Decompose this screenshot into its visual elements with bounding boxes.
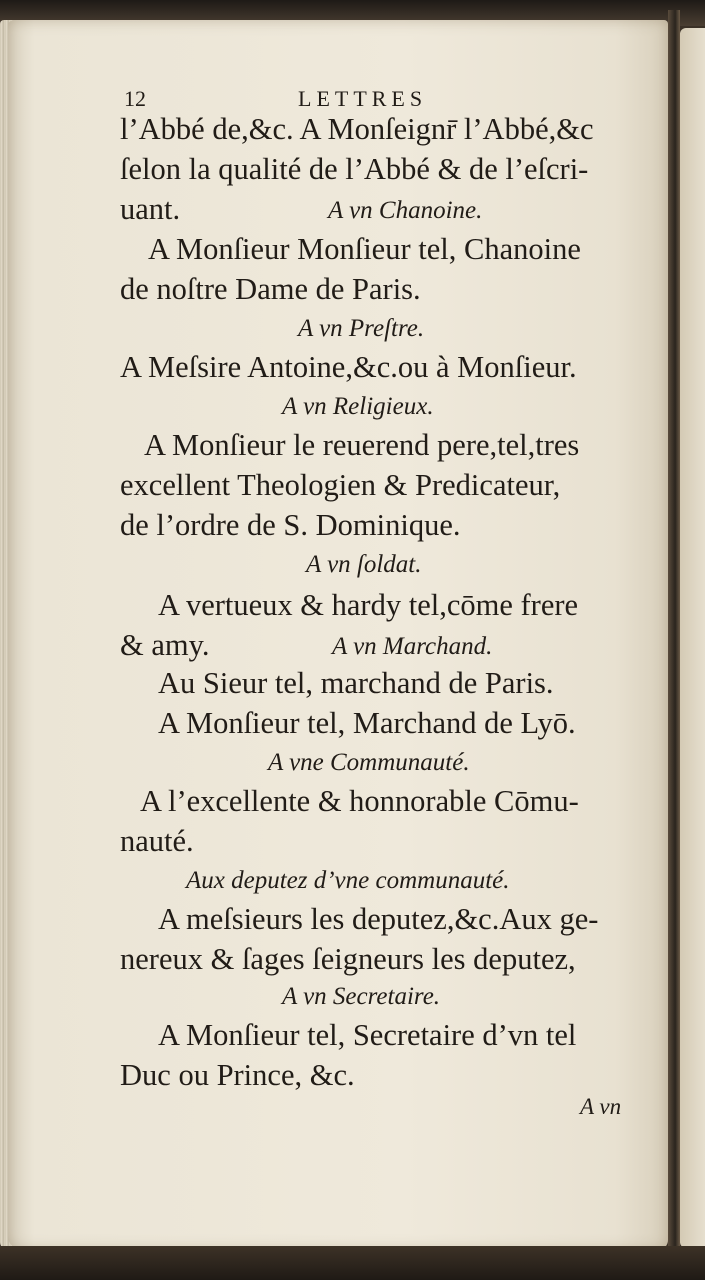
section-heading: A vn ſoldat. xyxy=(306,551,422,578)
text-line: A Meſsire Antoine,&c.ou à Monſieur. xyxy=(120,350,577,384)
text-line: de l’ordre de S. Dominique. xyxy=(120,508,461,542)
text-line: ſelon la qualité de l’Abbé & de l’eſcri- xyxy=(120,152,589,186)
text-line: A l’excellente & honnorable Cōmu- xyxy=(140,784,579,818)
text-line: nereux & ſages ſeigneurs les deputez, xyxy=(120,942,576,976)
text-line: excellent Theologien & Predicateur, xyxy=(120,468,561,502)
text-line: A Monſieur le reuerend pere,tel,tres xyxy=(144,428,580,462)
text-line: A Monſieur Monſieur tel, Chanoine xyxy=(148,232,581,266)
text-line: & amy. xyxy=(120,628,210,662)
text-line: nauté. xyxy=(120,824,194,858)
section-heading: Aux deputez d’vne communauté. xyxy=(186,867,510,894)
section-heading: A vn Chanoine. xyxy=(328,197,483,224)
facing-page-edge xyxy=(680,28,705,1248)
page-number: 12 xyxy=(124,86,146,111)
section-heading: A vn Preſtre. xyxy=(298,315,425,342)
book-gutter xyxy=(668,10,680,1260)
text-line: de noſtre Dame de Paris. xyxy=(120,272,421,306)
text-line: Au Sieur tel, marchand de Paris. xyxy=(158,666,554,700)
text-line: Duc ou Prince, &c. xyxy=(120,1058,355,1092)
running-head-title: LETTRES xyxy=(298,86,428,111)
text-line: A vertueux & hardy tel,cōme frere xyxy=(158,588,579,622)
text-line: l’Abbé de,&c. A Monſeignr̄ l’Abbé,&c xyxy=(120,112,594,146)
catchword: A vn xyxy=(580,1094,622,1119)
text-line: uant. xyxy=(120,192,181,226)
section-heading: A vn Secretaire. xyxy=(282,983,441,1010)
text-line: A Monſieur tel, Marchand de Lyō. xyxy=(158,706,576,740)
section-heading: A vn Religieux. xyxy=(282,393,434,420)
book-bottom-edge xyxy=(0,1246,705,1280)
text-line: A meſsieurs les deputez,&c.Aux ge- xyxy=(158,902,599,936)
section-heading: A vne Communauté. xyxy=(268,749,470,776)
text-line: A Monſieur tel, Secretaire d’vn tel xyxy=(158,1018,577,1052)
section-heading: A vn Marchand. xyxy=(332,633,493,660)
